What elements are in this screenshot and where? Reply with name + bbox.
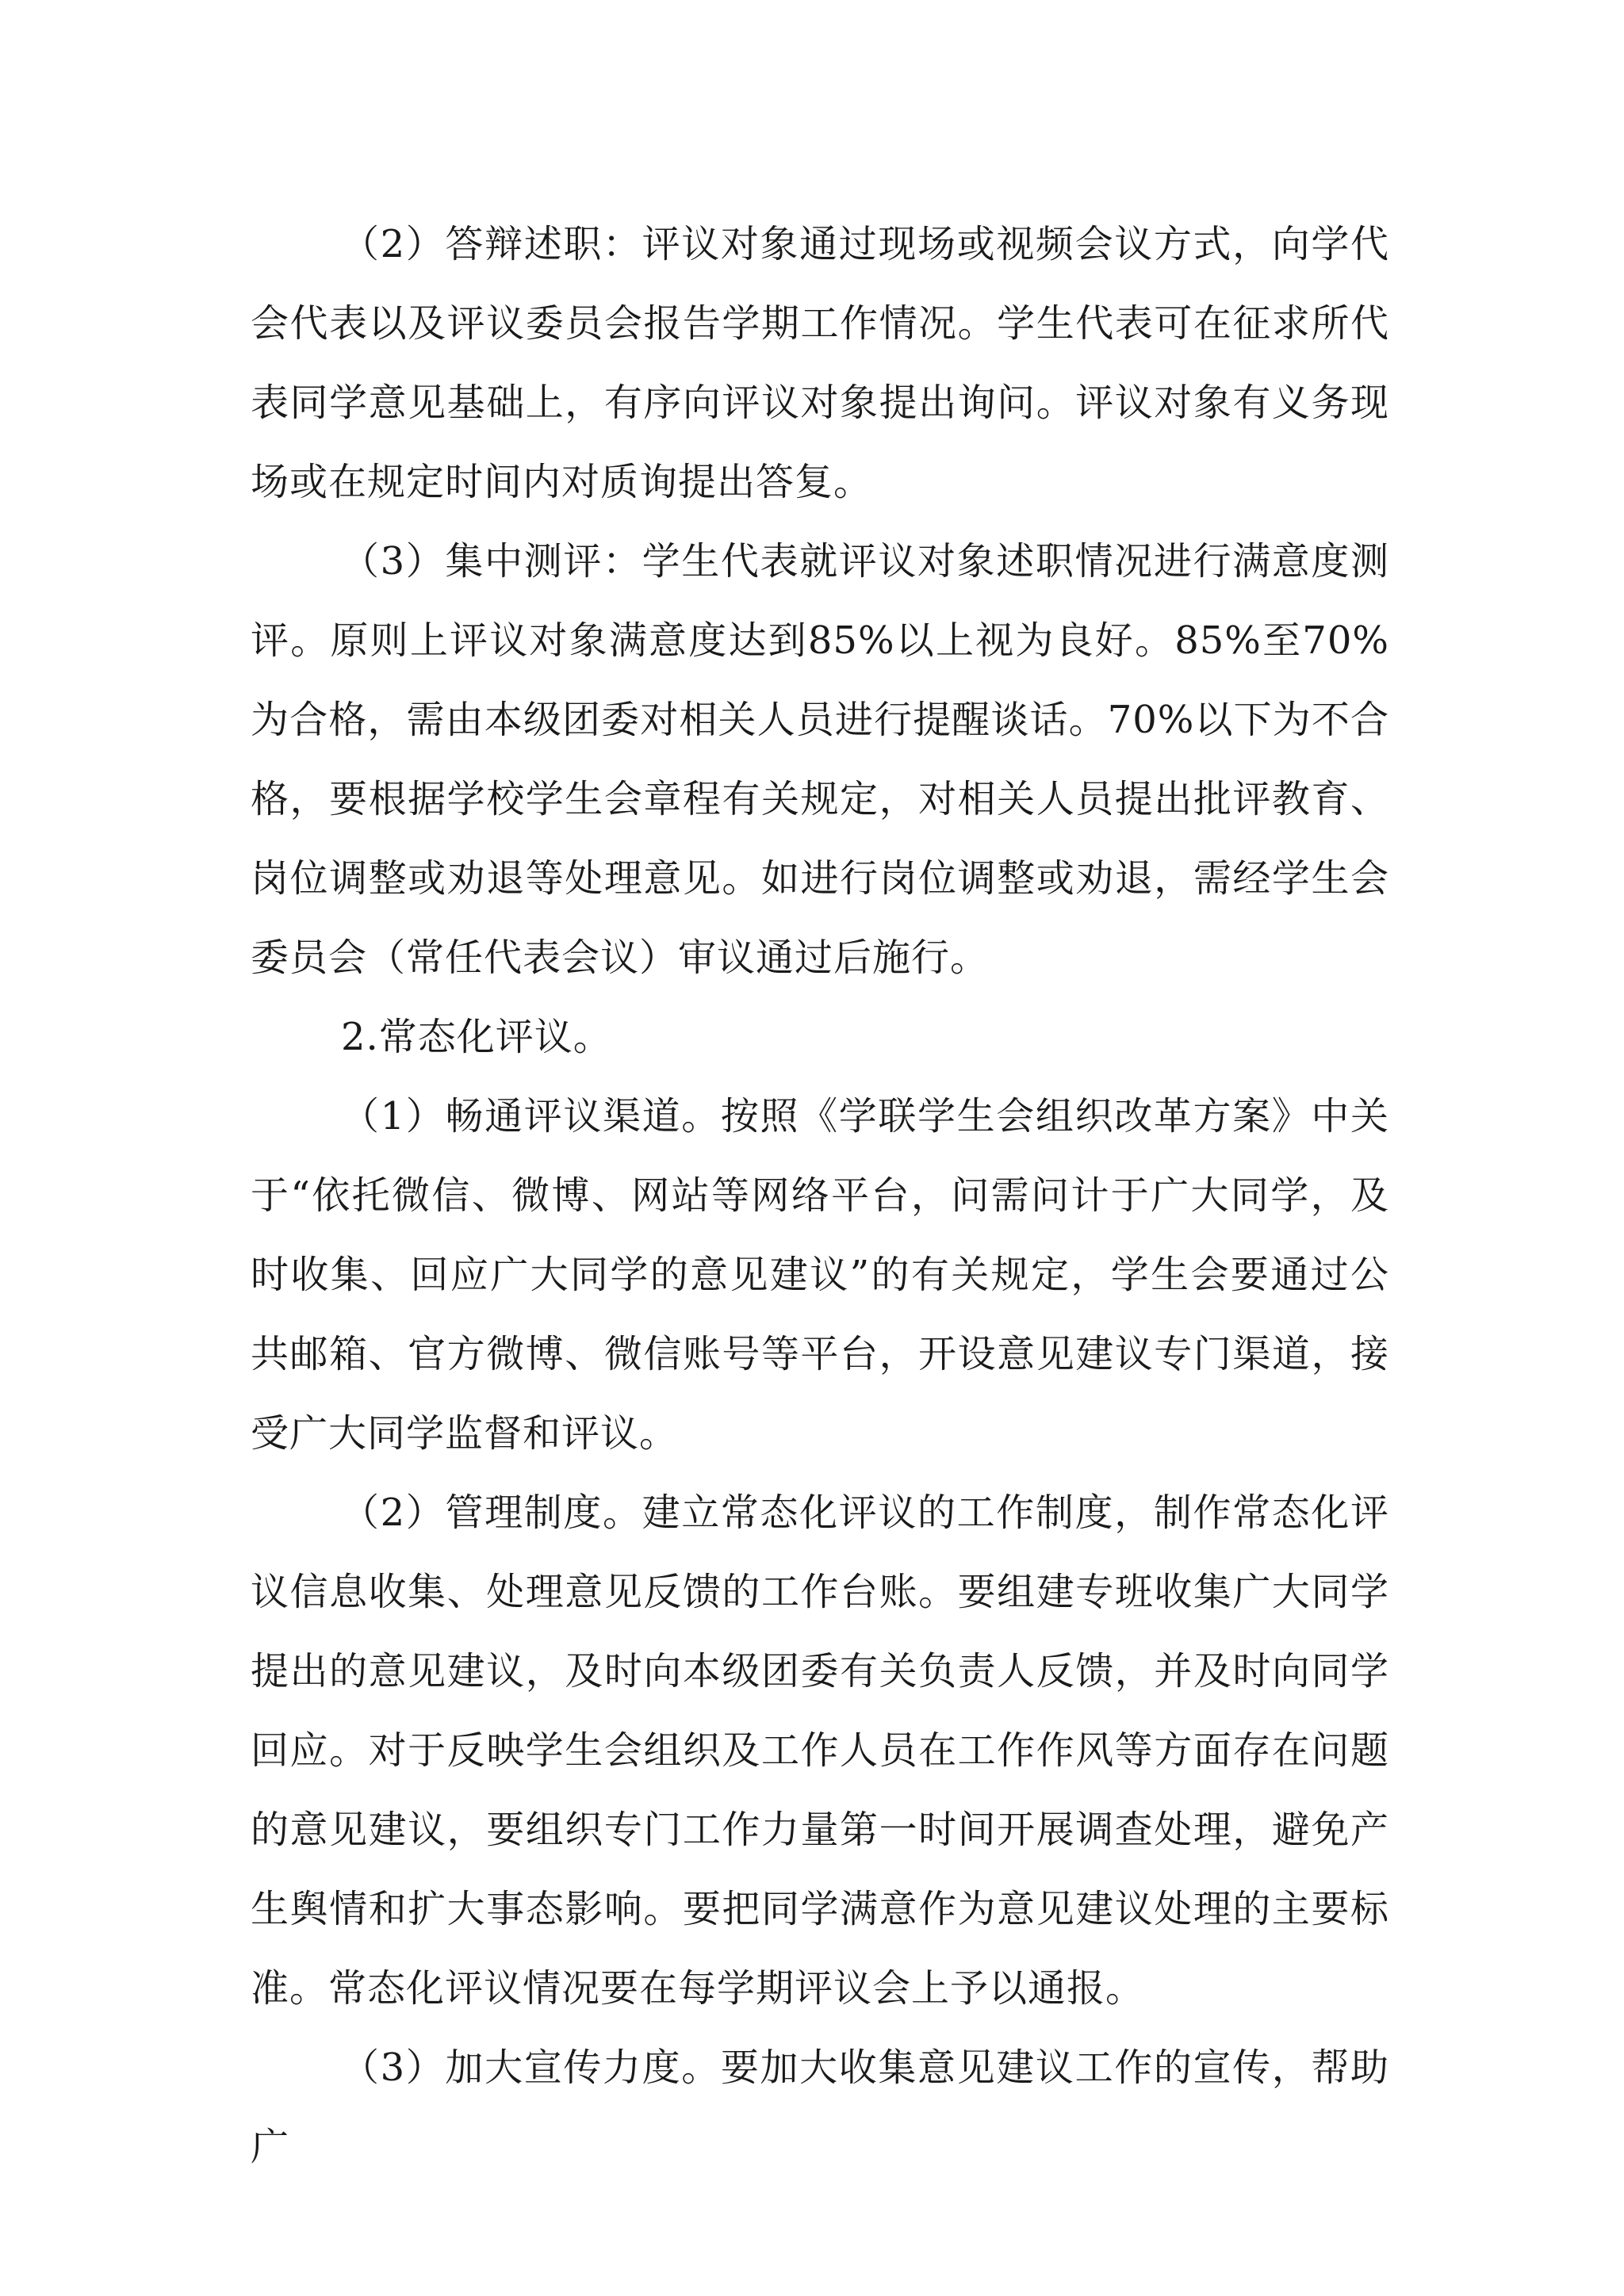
paragraph-text: 要加大收集意见建议工作的宣传，帮助广: [251, 2045, 1389, 2169]
paragraph-management-system: [251, 1473, 1389, 2028]
paragraph-lead: （3）加大宣传力度。: [341, 2045, 721, 2090]
paragraph-review-channels: [251, 1077, 1389, 1473]
paragraph-centralized-evaluation: [251, 522, 1389, 997]
paragraph-defense-report: [251, 205, 1389, 522]
paragraph-text: 按照《学联学生会组织改革方案》中关于“依托微信、微博、网站等网络平台，问需问计于广大同学，及时收集、回应广大同学的意见建议”的有关规定，学生会要通过公共邮箱、官方微博、微信账号等平台，开设意见建议专门渠道，接受广大同学监督和评议。: [251, 1094, 1389, 1456]
document-body: [251, 205, 1389, 2187]
paragraph-lead: （1）畅通评议渠道。: [341, 1094, 721, 1138]
paragraph-text: 建立常态化评议的工作制度，制作常态化评议信息收集、处理意见反馈的工作台账。要组建专班收集广大同学提出的意见建议，及时向本级团委有关负责人反馈，并及时向同学回应。对于反映学生会组织及工作人员在工作作风等方面存在问题的意见建议，要组织专门工作力量第一时间开展调查处理，避免产生舆情和扩大事态影响。要把同学满意作为意见建议处理的主要标准。常态化评议情况要在每学期评议会上予以通报。: [251, 1490, 1389, 2011]
section-heading-regular-review: [251, 997, 1389, 1077]
paragraph-lead: （2）管理制度。: [341, 1490, 642, 1535]
paragraph-text: 学生代表就评议对象述职情况进行满意度测评。原则上评议对象满意度达到85%以上视为良好。85%至70%为合格，需由本级团委对相关人员进行提醒谈话。70%以下为不合格，要根据学校学生会章程有关规定，对相关人员提出批评教育、岗位调整或劝退等处理意见。如进行岗位调整或劝退，需经学生会委员会（常任代表会议）审议通过后施行。: [251, 539, 1389, 980]
paragraph-text: 评议对象通过现场或视频会议方式，向学代会代表以及评议委员会报告学期工作情况。学生代表可在征求所代表同学意见基础上，有序向评议对象提出询问。评议对象有义务现场或在规定时间内对质询提出答复。: [251, 222, 1389, 504]
paragraph-publicity: [251, 2028, 1389, 2187]
paragraph-lead: （3）集中测评：: [341, 539, 642, 584]
section-heading-text: 2.常态化评议。: [341, 1015, 612, 1059]
paragraph-lead: （2）答辩述职：: [341, 222, 642, 266]
